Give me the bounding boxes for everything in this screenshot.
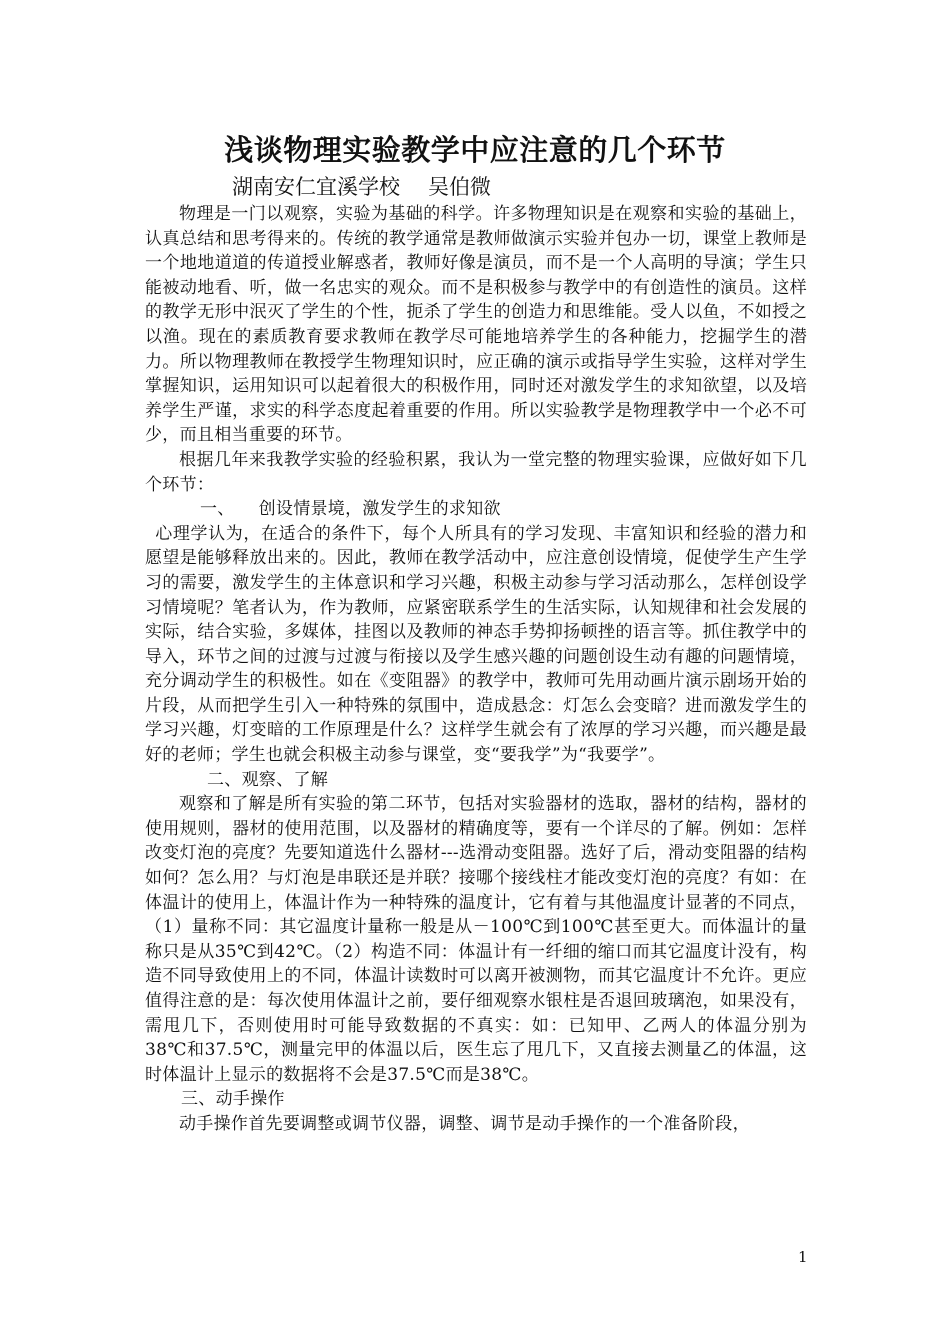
section-1-title: 创设情景境，激发学生的求知欲	[258, 499, 501, 520]
byline	[232, 173, 491, 201]
school-name: 湖南安仁宜溪学校	[232, 175, 400, 199]
intro-paragraph-2: 根据几年来我教学实验的经验积累，我认为一堂完整的物理实验课，应做好如下几个环节：	[145, 449, 807, 495]
page-number: 1	[798, 1248, 808, 1266]
section-3-paragraph: 动手操作首先要调整或调节仪器，调整、调节是动手操作的一个准备阶段，	[179, 1113, 750, 1134]
section-3-heading: 三、动手操作	[181, 1089, 285, 1110]
document-title: 浅谈物理实验教学中应注意的几个环节	[224, 133, 726, 167]
document-body	[145, 202, 807, 1137]
section-1-number: 一、	[200, 499, 235, 520]
section-1-heading	[145, 497, 807, 522]
section-2-heading: 二、观察、了解	[207, 769, 329, 790]
section-2-paragraph: 观察和了解是所有实验的第二环节，包括对实验器材的选取，器材的结构，器材的使用规则，器材的使用范围，以及器材的精确度等，要有一个详尽的了解。例如：怎样改变灯泡的亮度？先要知道选什么器材---选滑动变阻器。选好了后，滑动变阻器的结构如何？怎么用？与灯泡是串联还是并联？接哪个接线柱才能改变灯泡的亮度？有如：在体温计的使用上，体温计作为一种特殊的温度计，它有着与其他温度计显著的不同点，（1）量称不同：其它温度计量称一般是从－100℃到100℃甚至更大。而体温计的量称只是从35℃到42℃。（2）构造不同：体温计有一纤细的缩口而其它温度计没有，构造不同导致使用上的不同，体温计读数时可以离开被测物，而其它温度计不允许。更应值得注意的是：每次使用体温计之前，要仔细观察水银柱是否退回玻璃泡，如果没有，需甩几下，否则使用时可能导致数据的不真实：如：已知甲、乙两人的体温分别为38℃和37.5℃，测量完甲的体温以后，医生忘了甩几下，又直接去测量乙的体温，这时体温计上显示的数据将不会是37.5℃而是38℃。	[145, 794, 807, 1085]
section-1-paragraph: 心理学认为，在适合的条件下，每个人所具有的学习发现、丰富知识和经验的潜力和愿望是能够释放出来的。因此，教师在教学活动中，应注意创设情境，促使学生产生学习的需要，激发学生的主体意识和学习兴趣，积极主动参与学习活动那么，怎样创设学习情境呢？笔者认为，作为教师，应紧密联系学生的生活实际，认知规律和社会发展的实际，结合实验，多媒体，挂图以及教师的神态手势抑扬顿挫的语言等。抓住教学中的导入，环节之间的过渡与过渡与衔接以及学生感兴趣的问题创设生动有趣的问题情境，充分调动学生的积极性。如在《变阻器》的教学中，教师可先用动画片演示剧场开始的片段，从而把学生引入一种特殊的氛围中，造成悬念：灯怎么会变暗？进而激发学生的学习兴趣，灯变暗的工作原理是什么？这样学生就会有了浓厚的学习兴趣，而兴趣是最好的老师；学生也就会积极主动参与课堂，变“要我学”为“我要学”。	[145, 523, 807, 766]
author-name: 吴伯微	[428, 175, 491, 199]
intro-paragraph-1: 物理是一门以观察，实验为基础的科学。许多物理知识是在观察和实验的基础上，认真总结和思考得来的。传统的教学通常是教师做演示实验并包办一切，课堂上教师是一个地地道道的传道授业解惑者，教师好像是演员，而不是一个人高明的导演；学生只能被动地看、听，做一名忠实的观众。而不是积极参与教学中的有创造性的演员。这样的教学无形中泯灭了学生的个性，扼杀了学生的创造力和思维能。受人以鱼，不如授之以渔。现在的素质教育要求教师在教学尽可能地培养学生的各种能力，挖掘学生的潜力。所以物理教师在教授学生物理知识时，应正确的演示或指导学生实验，这样对学生掌握知识，运用知识可以起着很大的积极作用，同时还对激发学生的求知欲望，以及培养学生严谨，求实的科学态度起着重要的作用。所以实验教学是物理教学中一个必不可少，而且相当重要的环节。	[145, 204, 807, 446]
